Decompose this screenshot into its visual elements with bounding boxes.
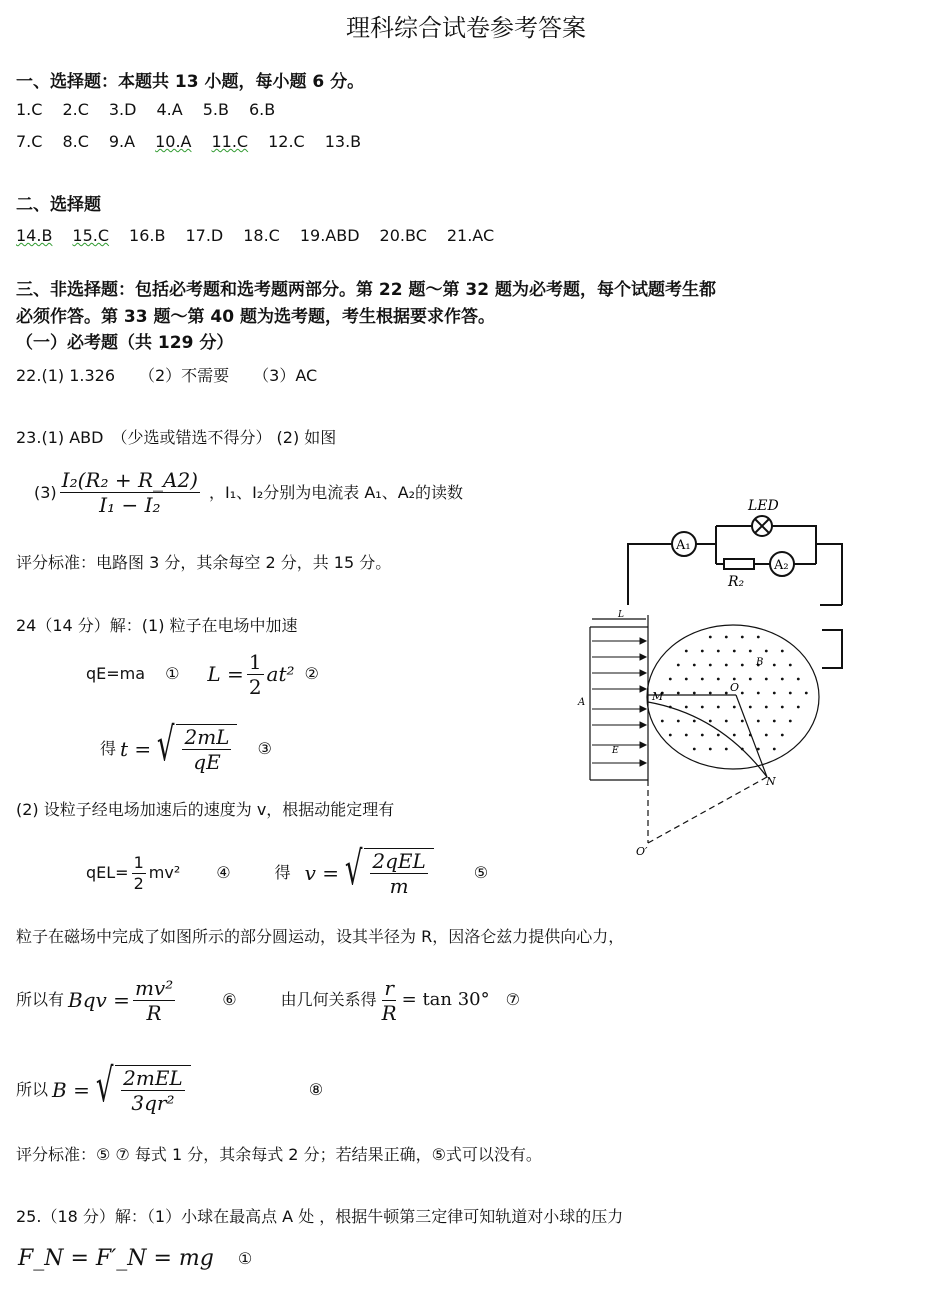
q24-eq3-lhs: t = (120, 737, 152, 761)
field-arrowhead (640, 670, 646, 676)
answer-item: 8.C (62, 132, 89, 151)
field-dot (717, 734, 720, 737)
field-dot (749, 678, 752, 681)
mc-answers-row-1 (16, 100, 295, 120)
q25-eq: F_N = F′_N = mg (18, 1246, 214, 1271)
field-dot (789, 720, 792, 723)
q24-eq7-den: R (381, 1000, 397, 1025)
answer-item: 19.ABD (299, 226, 360, 245)
q24-eq3-den: qE (193, 750, 221, 774)
field-dot (781, 706, 784, 709)
field-arrowhead (640, 654, 646, 660)
q24-eq8-den: 3qr² (131, 1091, 175, 1115)
q24-eq-row-8 (16, 1058, 323, 1122)
q23-part3-label: (3) (34, 482, 57, 502)
field-dot (709, 636, 712, 639)
field-dot (757, 748, 760, 751)
field-dot (693, 664, 696, 667)
field-dot (709, 692, 712, 695)
field-dot (749, 706, 752, 709)
q24-eq4-rhs: mv² (148, 863, 181, 882)
required-subheading: （一）必考题（共 129 分） (16, 333, 234, 353)
field-dot (749, 734, 752, 737)
field-dot (789, 664, 792, 667)
field-dot (741, 720, 744, 723)
field-dot (765, 650, 768, 653)
field-arrowhead (640, 706, 646, 712)
mc-answers-row-3 (16, 226, 514, 246)
answer-item: 14.B (16, 226, 53, 245)
answer-item: 7.C (16, 132, 43, 151)
field-arrowhead (640, 686, 646, 692)
field-dot (773, 664, 776, 667)
field-dot (685, 706, 688, 709)
field-diagram (570, 605, 830, 855)
label-O: O (730, 681, 740, 694)
field-dot (669, 706, 672, 709)
q24-eq7-rhs: = tan 30° (401, 989, 490, 1010)
field-dot (765, 734, 768, 737)
q24-mark-3: ③ (257, 739, 272, 758)
field-dot (797, 706, 800, 709)
r2-label: R₂ (728, 574, 745, 590)
label-M: M (652, 690, 664, 703)
answer-item: 18.C (243, 226, 280, 245)
q24-eq5-frac (370, 849, 427, 898)
field-dot (701, 734, 704, 737)
field-dot (669, 678, 672, 681)
q24-part-2: (2) 设粒子经电场加速后的速度为 v，根据动能定理有 (16, 800, 395, 819)
field-dot (717, 650, 720, 653)
answer-item: 2.C (62, 100, 89, 119)
answer-item: 10.A (155, 132, 192, 151)
q24-mark-5: ⑤ (473, 863, 489, 882)
q24-eq8-num: 2mEL (123, 1066, 183, 1090)
field-dot (709, 664, 712, 667)
field-arrowhead (640, 760, 646, 766)
q24-eq8-lhs: B = (52, 1078, 90, 1102)
field-dot (685, 650, 688, 653)
q25-heading: 25.（18 分）解：（1）小球在最高点 A 处 ，根据牛顿第三定律可知轨道对小球的压力 (16, 1207, 624, 1226)
q22-answer: 22.(1) 1.326 （2）不需要 （3）AC (16, 366, 318, 385)
q24-heading: 24（14 分）解：(1) 粒子在电场中加速 (16, 616, 298, 635)
q24-eq6-frac (133, 976, 175, 1025)
q24-eq6-den: R (146, 1000, 162, 1025)
field-dot (693, 748, 696, 751)
q24-eq2-frac (247, 650, 264, 699)
q24-eq4-lhs: qEL= (86, 863, 129, 882)
q24-eq5-sqrt: √ $\frac{\text{2qEL}}{m}$ (339, 848, 434, 898)
answer-item: 17.D (185, 226, 224, 245)
answer-item: 4.A (156, 100, 183, 119)
q25-mark-1: ① (237, 1249, 253, 1268)
answer-item: 15.C (72, 226, 110, 245)
q24-mark-1: ① (165, 664, 180, 683)
field-dot (733, 734, 736, 737)
q24-eq-row-6 (16, 968, 520, 1032)
field-arrowhead (640, 722, 646, 728)
field-dot (741, 748, 744, 751)
field-dot (773, 720, 776, 723)
q24-eq7-num: r (384, 975, 394, 1000)
field-dot (725, 748, 728, 751)
q24-eq5-num: 2qEL (372, 849, 426, 873)
field-dot (741, 664, 744, 667)
field-dot (677, 664, 680, 667)
field-dot (781, 678, 784, 681)
field-dot (781, 734, 784, 737)
q24-de-label-2: 得 (274, 863, 291, 882)
section-3-line-2: 必须作答。第 33 题～第 40 题为选考题，考生根据要求作答。 (16, 307, 495, 327)
field-dot (677, 692, 680, 695)
q24-eq2-rhs: at² (266, 662, 295, 686)
q24-eq3-sqrt: √ $\frac{2mL}{qE}$ (151, 724, 237, 774)
field-dot (749, 650, 752, 653)
q24-eq-row-3 (100, 718, 272, 780)
answer-item: 20.BC (379, 226, 427, 245)
q24-eq4-den: 2 (133, 873, 144, 893)
q24-eq2-num: 1 (248, 649, 262, 674)
field-dot (717, 678, 720, 681)
field-dot (765, 706, 768, 709)
q24-eq5-den: m (389, 874, 409, 898)
q24-eq-row-1 (86, 648, 319, 700)
q24-mark-6: ⑥ (222, 990, 237, 1009)
field-dot (709, 748, 712, 751)
section-2-heading: 二、选择题 (16, 195, 101, 215)
field-dot (781, 650, 784, 653)
field-dot (757, 692, 760, 695)
answer-item: 13.B (324, 132, 362, 151)
q23-part3-text: ，I₁、I₂分别为电流表 A₁、A₂的读数 (208, 482, 464, 502)
field-dot (669, 734, 672, 737)
field-dot (725, 636, 728, 639)
q24-de-label: 得 (100, 739, 117, 758)
answer-item: 9.A (108, 132, 136, 151)
q24-scoring: 评分标准：⑤ ⑦ 每式 1 分，其余每式 2 分；若结果正确，⑤式可以没有。 (16, 1145, 542, 1164)
q23-part-3 (34, 468, 463, 517)
section-3-line-1: 三、非选择题：包括必考题和选考题两部分。第 22 题～第 32 题为必考题，每个试题考生都 (16, 280, 716, 300)
field-dot (789, 692, 792, 695)
q25-eq-row (18, 1246, 253, 1271)
field-dot (773, 748, 776, 751)
q24-eq8-frac (121, 1066, 185, 1115)
field-dot (741, 692, 744, 695)
q24-eq5-lhs: v = (304, 861, 340, 885)
field-dot (725, 664, 728, 667)
field-dot (797, 678, 800, 681)
field-dot (677, 720, 680, 723)
q24-eq2-den: 2 (248, 674, 262, 699)
field-dot (733, 678, 736, 681)
answer-item: 11.C (211, 132, 249, 151)
field-dot (701, 678, 704, 681)
field-dot (685, 678, 688, 681)
q24-eq6-num: mv² (134, 975, 174, 1000)
q24-geo-label: 由几何关系得 (280, 990, 377, 1009)
q24-mark-7: ⑦ (505, 990, 520, 1009)
answer-item: 12.C (268, 132, 305, 151)
q24-suoyi2-label: 所以 (16, 1080, 49, 1099)
field-dot (725, 720, 728, 723)
field-dot (757, 636, 760, 639)
label-A: A (578, 697, 586, 708)
field-arrowhead (640, 742, 646, 748)
field-dot (661, 720, 664, 723)
field-dot (717, 706, 720, 709)
q24-eq4-frac (132, 853, 146, 892)
q23-formula-denominator: I₁ − I₂ (99, 493, 161, 517)
q23-formula (60, 468, 200, 517)
answer-item: 6.B (248, 100, 276, 119)
q23-line-1: 23.(1) ABD （少选或错选不得分） (2) 如图 (16, 428, 337, 447)
field-dot (693, 692, 696, 695)
q24-eq3-num: 2mL (184, 725, 230, 749)
label-O-prime: O′ (636, 845, 648, 855)
a2-label: A₂ (774, 558, 789, 573)
field-dot (693, 720, 696, 723)
field-dot (773, 692, 776, 695)
answer-item: 1.C (16, 100, 43, 119)
q24-suoyi-label: 所以有 (16, 990, 65, 1009)
field-dot (733, 706, 736, 709)
q24-mark-8: ⑧ (308, 1080, 324, 1099)
circuit-diagram (600, 490, 860, 620)
field-dot (701, 706, 704, 709)
q24-mark-4: ④ (216, 863, 231, 882)
field-dot (685, 734, 688, 737)
led-label: LED (748, 498, 779, 514)
answer-item: 5.B (202, 100, 229, 119)
q24-eq8-sqrt: √ $\frac{\text{2mEL}}{\text{3qr²}}$ (90, 1065, 191, 1115)
answer-item: 21.AC (446, 226, 495, 245)
field-arrowhead (640, 638, 646, 644)
q24-eq1: qE=ma (86, 664, 146, 683)
field-dot (805, 692, 808, 695)
q23-formula-numerator: I₂(R₂ + R_A2) (61, 468, 198, 492)
field-dot (757, 720, 760, 723)
q24-eq-row-4 (86, 842, 488, 904)
field-dot (741, 636, 744, 639)
page-title: 理科综合试卷参考答案 (346, 14, 586, 42)
mc-answers-row-2 (16, 132, 381, 152)
q23-scoring: 评分标准：电路图 3 分，其余每空 2 分，共 15 分。 (16, 553, 392, 572)
q24-eq7-frac (380, 976, 399, 1025)
label-B: B (756, 657, 764, 668)
field-dot (709, 720, 712, 723)
q24-mark-2: ② (304, 664, 319, 683)
q24-eq4-num: 1 (133, 853, 144, 873)
answer-item: 3.D (108, 100, 137, 119)
label-N: N (766, 775, 776, 788)
q24-eq6-lhs: Bqv = (68, 988, 130, 1012)
label-L: L (618, 610, 624, 620)
section-1-heading: 一、选择题：本题共 13 小题，每小题 6 分。 (16, 72, 365, 92)
field-dot (701, 650, 704, 653)
label-E: E (612, 746, 619, 756)
q24-eq3-frac (182, 725, 231, 774)
q24-circle-text: 粒子在磁场中完成了如图所示的部分圆运动，设其半径为 R，因洛仑兹力提供向心力， (16, 927, 625, 946)
field-dot (725, 692, 728, 695)
answer-item: 16.B (129, 226, 166, 245)
q24-eq2-lhs: L = (207, 662, 244, 686)
field-dot (765, 678, 768, 681)
field-dot (733, 650, 736, 653)
a1-label: A₁ (676, 538, 691, 553)
